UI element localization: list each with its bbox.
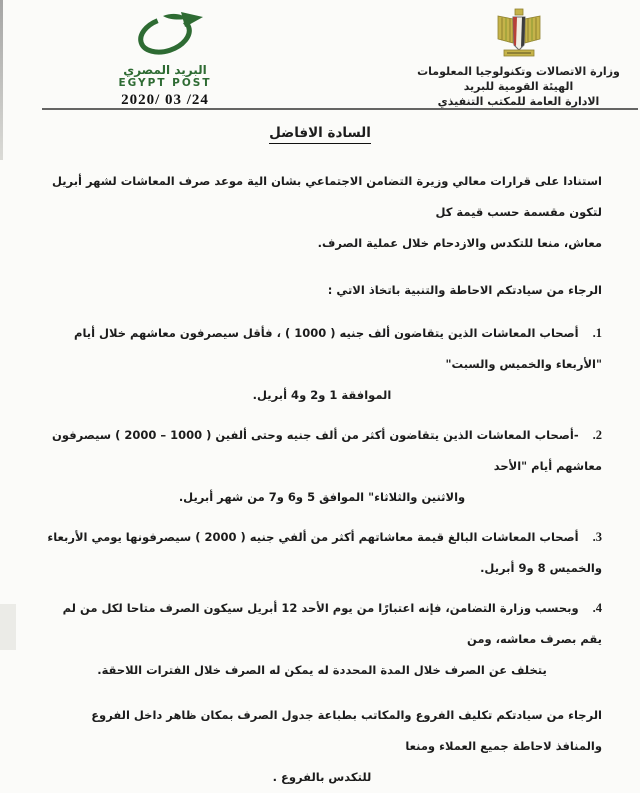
request-paragraph — [42, 275, 602, 306]
title-row — [0, 122, 640, 144]
ministry-line-3: الادارة العامة للمكتب التنفيذي — [437, 95, 600, 108]
pension-items-list — [42, 318, 602, 686]
request-line: الرجاء من سيادتكم الاحاطة والتنبية باتخاذ الاتي : — [327, 283, 602, 297]
intro-line-1: استنادا على قرارات معالي وزيرة التضامن الاجتماعي بشان الية موعد صرف المعاشات لشهر أبريل لتكون مقسمة حسب قيمة كل — [51, 174, 602, 219]
header-divider — [42, 108, 638, 110]
closing-line-2: للتكدس بالفروع . — [272, 770, 372, 784]
ministry-block — [411, 8, 626, 109]
scan-edge-artifact — [0, 0, 3, 160]
item-line — [42, 522, 602, 584]
item-continuation: الموافقة 1 و2 و4 أبريل. — [252, 388, 392, 402]
letter-body — [0, 166, 640, 793]
item-number: 2. — [592, 428, 602, 442]
item-text: -أصحاب المعاشات الذين يتقاضون أكثر من ألف جنيه وحتى ألفين ( 1000 – 2000 ) سيصرفون معاشهم أيام "الأحد — [52, 428, 602, 473]
item-continuation: والاثنين والثلاثاء" الموافق 5 و6 و7 من شهر أبريل. — [178, 490, 466, 504]
post-arabic-name: البريد المصري — [123, 63, 207, 77]
item-line — [42, 318, 602, 380]
intro-line-2: معاش، منعا للتكدس والازدحام خلال عملية الصرف. — [317, 236, 602, 250]
item-number: 3. — [592, 530, 602, 544]
item-text: وبحسب وزارة التضامن، فإنه اعتبارًا من يوم الأحد 12 أبريل سيكون الصرف متاحا لكل من لم يقم بصرف معاشه، ومن — [62, 601, 602, 646]
egypt-post-logo-block — [100, 8, 230, 109]
item-text: أصحاب المعاشات البالغ قيمة معاشاتهم أكثر من ألفي جنيه ( 2000 ) سيصرفونها يومي الأربعاء والخميس 8 و9 أبريل. — [47, 530, 602, 575]
item-continuation: يتخلف عن الصرف خلال المدة المحددة له يمكن له الصرف خلال الفترات اللاحقة. — [97, 663, 547, 677]
ministry-line-2: الهيئة القومية للبريد — [463, 80, 574, 93]
item-number: 1. — [592, 326, 602, 340]
item-number: 4. — [592, 601, 602, 615]
pension-item-3 — [42, 522, 602, 584]
scan-corner-artifact — [0, 604, 16, 650]
item-line — [42, 593, 602, 655]
ministry-line-1: وزارة الاتصالات وتكنولوجيا المعلومات — [417, 65, 620, 78]
egypt-eagle-emblem-icon — [411, 8, 626, 62]
closing-paragraph — [42, 700, 602, 793]
date-stamp: 2020/ 03 /24 — [121, 92, 209, 108]
item-line — [42, 420, 602, 482]
letterhead — [0, 0, 640, 108]
closing-line-1: الرجاء من سيادتكم تكليف الفروع والمكاتب بطباعة جدول الصرف بمكان ظاهر داخل الفروع والمنافذ لاحاطة جميع العملاء ومنعا — [91, 708, 602, 753]
document-title: السادة الافاضل — [269, 125, 371, 144]
pension-item-2 — [42, 420, 602, 513]
egypt-post-swoosh-icon — [125, 43, 205, 62]
pension-item-1 — [42, 318, 602, 411]
pension-item-4 — [42, 593, 602, 686]
post-english-name: EGYPT POST — [118, 77, 212, 89]
item-text: أصحاب المعاشات الذين يتقاضون ألف جنيه ( 1000 ) ، فأقل سيصرفون معاشهم خلال أيام "الأربعاء والخميس والسبت" — [74, 326, 602, 371]
intro-paragraph — [42, 166, 602, 259]
